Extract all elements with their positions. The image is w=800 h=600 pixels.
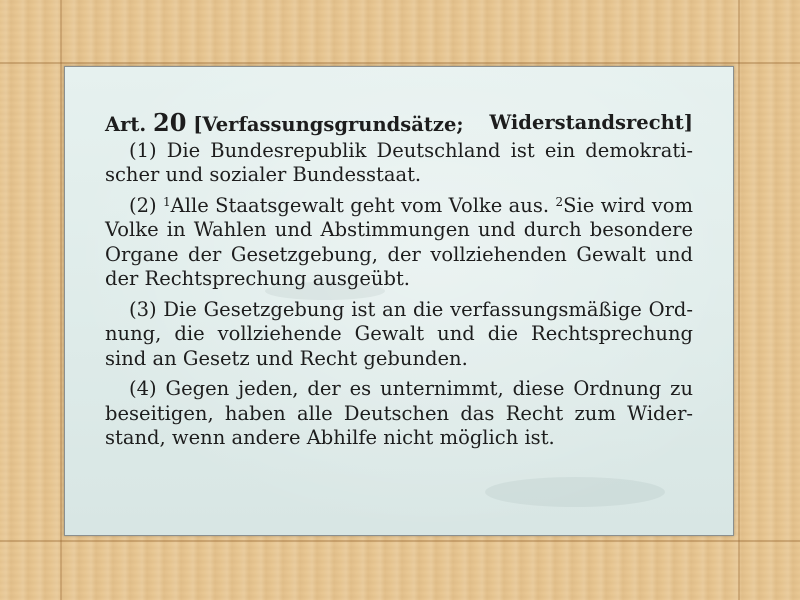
sentence-number: 2 xyxy=(555,194,564,209)
wood-seam-top xyxy=(0,62,800,64)
wood-seam-bottom xyxy=(0,540,800,542)
article-number: 20 xyxy=(153,108,187,137)
paragraph-number: (3) xyxy=(129,297,157,321)
paragraph-3 xyxy=(105,298,693,372)
article-label: Art. xyxy=(105,113,147,136)
article-heading xyxy=(105,108,693,138)
paragraph-sentence-2: Sie wird vom Volke in Wahlen und Abstimmungen und durch besondere Organe der Gesetzgebung, der vollziehenden Gewalt und der Rechtsprechung ausgeübt. xyxy=(105,193,693,290)
paragraph-text: Die Gesetzgebung ist an die verfassungsmäßige Ordnung, die vollziehende Gewalt und die Rechtsprechung sind an Gesetz und Recht gebunden. xyxy=(105,297,693,370)
sentence-number: 1 xyxy=(163,194,171,209)
page-smudge xyxy=(485,477,665,507)
paragraph-sentence-1: Alle Staatsgewalt geht vom Volke aus. xyxy=(170,193,550,217)
article-title: [Verfassungsgrundsätze; xyxy=(193,113,464,136)
paragraph-4 xyxy=(105,377,693,451)
paragraph-number: (4) xyxy=(129,377,157,400)
paragraph-text: Die Bundesrepublik Deutschland ist ein demokratischer und sozialer Bundesstaat. xyxy=(105,138,693,186)
article-text xyxy=(105,108,694,457)
paragraph-text: Gegen jeden, der es unternimmt, diese Ordnung zu beseitigen, haben alle Deutschen das Recht zum Widerstand, wenn andere Abhilfe nicht möglich ist. xyxy=(105,377,694,449)
paragraph-2 xyxy=(105,194,693,292)
paragraph-number: (1) xyxy=(129,138,157,162)
article-title-part2: Widerstandsrecht] xyxy=(489,111,693,134)
paragraph-1 xyxy=(105,139,693,188)
paragraph-number: (2) xyxy=(129,193,157,217)
article-heading-left xyxy=(105,108,464,138)
wood-seam-left xyxy=(60,0,62,600)
wood-seam-right xyxy=(738,0,740,600)
document-page xyxy=(64,66,734,536)
